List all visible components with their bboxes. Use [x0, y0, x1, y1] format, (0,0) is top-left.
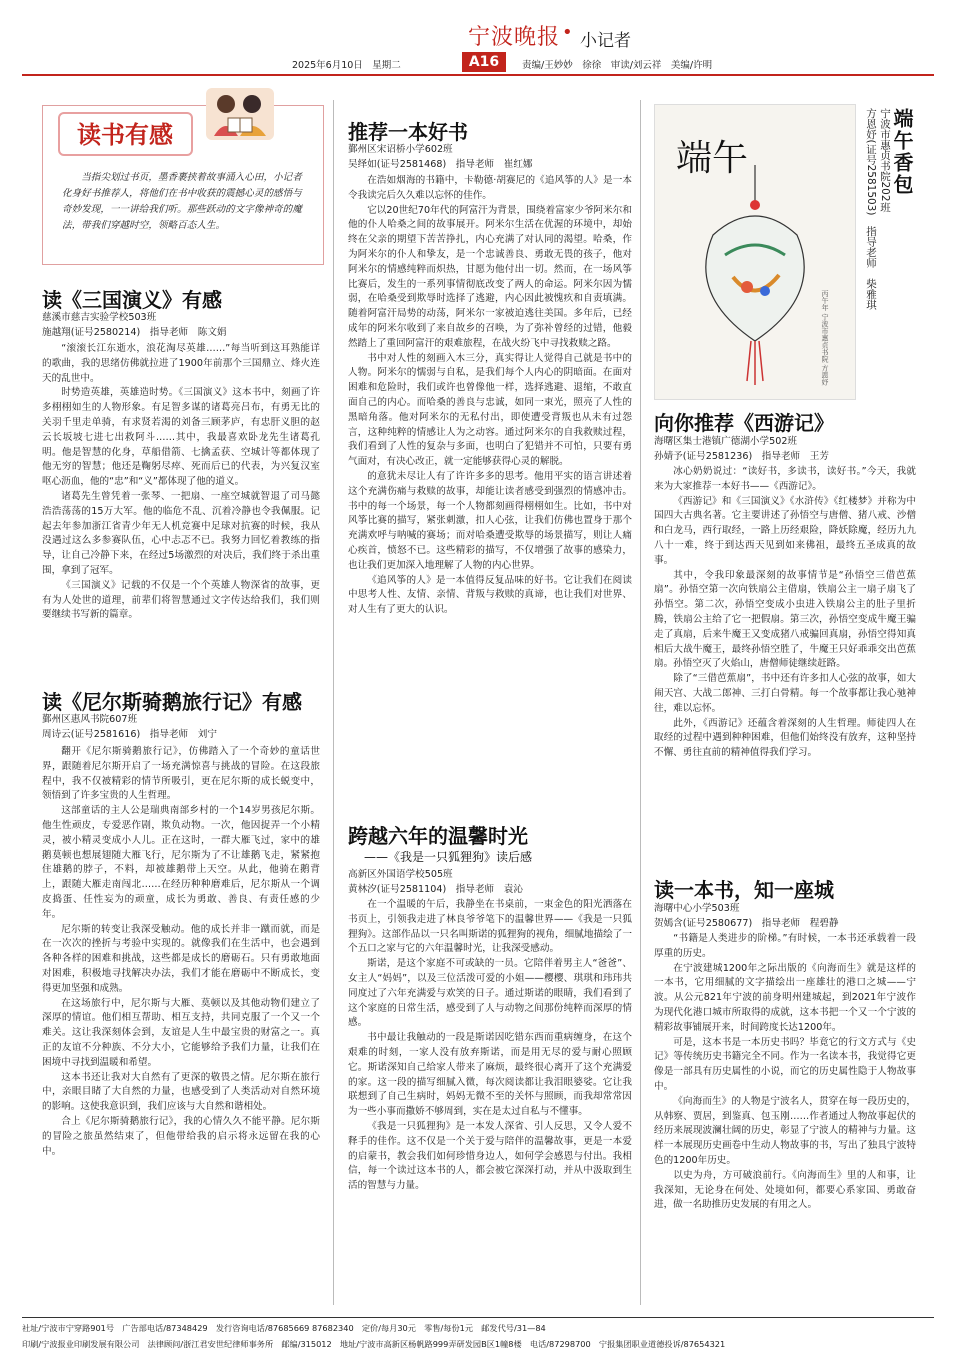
article-body — [654, 932, 916, 1304]
article-title: 推荐一本好书 — [348, 120, 468, 144]
article-title: 读一本书，知一座城 — [654, 878, 834, 902]
footer-line-2: 印刷/宁波报业印刷发展有限公司 法律顾问/浙江君安世纪律师事务所 邮编/315012 地址/宁波市高新区杨帆路999弄研发园B区1幢8楼 电话/87298700 宁报集团职业道德投诉/87654321 — [22, 1339, 726, 1349]
school-name: 高新区外国语学校505班 — [348, 869, 453, 880]
painting-inscription: 丙午年 宁波市惠贞书院 方恩妤 — [821, 290, 829, 386]
author-line: 施越翔(证号2580214) 指导老师 陈文娟 — [42, 326, 227, 338]
masthead-dot: • — [562, 22, 573, 43]
footer-line-1: 社址/宁波市宁穿路901号 广告部电话/87348429 发行咨询电话/87685669 87682340 定价/每月30元 零售/每份1元 邮发代号/31—84 — [22, 1323, 546, 1333]
article-body — [348, 174, 632, 806]
paragraph: 以史为舟，方可破浪前行。《向海而生》里的人和事，让我深知，无论身在何处、处境如何，都要心系家国、勇敢奋进，做一名助推历史发展的有用之人。 — [654, 1169, 916, 1211]
paragraph: 这本书还让我对大自然有了更深的敬畏之情。尼尔斯在旅行中，亲眼目睹了大自然的力量，也感受到了人类活动对自然环境的影响。这使我意识到，我们应该与大自然和谐相处。 — [42, 1071, 320, 1113]
editors-credit: 责编/王妙妙 徐徐 审读/刘云祥 美编/许明 — [522, 60, 713, 71]
paragraph: 在这场旅行中，尼尔斯与大雁、莫顿以及其他动物们建立了深厚的情谊。他们相互帮助、相互支持，共同克服了一个又一个难关。这让我深刻体会到，友谊是人生中最宝贵的财富之一。真正的友谊不分种族、不分大小，它能够给予我们力量，让我们在困境中寻找到温暖和希望。 — [42, 997, 320, 1068]
paragraph: 它以20世纪70年代的阿富汗为背景，围绕着富家少爷阿米尔和他的仆人哈桑之间的故事展开。阿米尔生活在优渥的环境中，却始终在父亲的期望下苦苦挣扎，内心充满了对认同的渴望。哈桑，作为阿米尔的仆人和挚友，是一个忠诚善良、勇敢无畏的孩子，他对阿米尔的情感纯粹而炽热，甘愿为他付出一切。然而，在一场风筝比赛后，发生的一系列事情彻底改变了两人的命运。阿米尔因为懦弱，在哈桑受到欺辱时选择了逃避，内心因此被愧疚和自责填满。随着阿富汗局势的动荡，阿米尔一家被迫逃往美国。多年后，已经成年的阿米尔收到了来自故乡的召唤，为了弥补曾经的过错，他毅然踏上了重回阿富汗的艰难旅程，在战火纷飞中寻找救赎之路。 — [348, 204, 632, 349]
article-title: 跨越六年的温馨时光 — [348, 824, 528, 848]
article-title: 读《尼尔斯骑鹅旅行记》有感 — [42, 690, 302, 714]
paragraph: 在一个温暖的午后，我静坐在书桌前，一束金色的阳光洒落在书页上，引领我走进了林良爷爷笔下的温馨世界——《我是一只狐狸狗》。这部作品以一只名叫斯诺的狐狸狗的视角，细腻地描绘了一个五口之家与它的六年温馨时光，让我深受感动。 — [348, 899, 632, 955]
paragraph: 其中，令我印象最深刻的故事情节是“孙悟空三借芭蕉扇”。孙悟空第一次向铁扇公主借扇，铁扇公主一扇子扇飞了孙悟空。第二次，孙悟空变成小虫进入铁扇公主的肚子里折腾，铁扇公主给了它一把假扇。第三次，孙悟空变成牛魔王骗走了真扇，后来牛魔王又变成猪八戒骗回真扇，孙悟空得知真相后大战牛魔王，最终孙悟空胜了，牛魔王只好乖乖交出芭蕉扇。孙悟空灭了火焰山，唐僧师徒继续赶路。 — [654, 569, 916, 670]
article-byline — [348, 143, 630, 172]
school-name: 海曙区集士港镇广德湖小学502班 — [654, 436, 798, 447]
article-body — [348, 898, 632, 1304]
issue-date: 2025年6月10日 星期二 — [292, 60, 401, 71]
paragraph: 书中最让我触动的一段是斯诺因吃错东西而重病缠身，在这个艰难的时刻，一家人没有放弃斯诺，而是用无尽的爱与耐心照顾它。斯诺深知自己给家人带来了麻烦，最终很心离开了这个充满爱的家。这一段的描写细腻入微，每次阅读都让我泪眼婆娑。它让我联想到了自己生病时，妈妈无微不至的关怀与照顾，而我却常常因为一些小事而撒娇不够周到，实在是太过自私与不懂事。 — [348, 1032, 632, 1118]
author-line: 贺嫣含(证号2580677) 指导老师 程碧静 — [654, 917, 839, 929]
article-byline — [42, 311, 322, 340]
column-divider — [333, 100, 334, 1305]
paragraph: 翻开《尼尔斯骑鹅旅行记》，仿佛踏入了一个奇妙的童话世界，跟随着尼尔斯开启了一场充满惊喜与挑战的冒险。在这段旅程中，我不仅被精彩的情节所吸引，更在尼尔斯的成长蜕变中，领悟到了许多宝贵的人生哲理。 — [42, 746, 320, 802]
paragraph: 《我是一只狐狸狗》是一本发人深省、引人反思，又令人爱不释手的佳作。这不仅是一个关于爱与陪伴的温馨故事，更是一本爱的启蒙书，教会我们如何珍惜身边人，如何学会感恩与付出。我相信，每一个读过这本书的人，都会被它深深打动，并从中汲取到生活的智慧与力量。 — [348, 1120, 632, 1192]
paragraph: 诸葛先生曾凭着一张琴、一把扇、一座空城就智退了司马懿浩浩荡荡的15万大军。他的临危不乱、沉着冷静也令我佩服。记起去年参加浙江省青少年无人机竞赛中足球对抗赛的时候，我从没遇过这么多参赛队伍，心中忐忑不已。我努力回忆着教练的指导，让自己冷静下来，在经过5场激烈的对决后，我们终于杀出重围，拿到了冠军。 — [42, 490, 320, 576]
paragraph: 在宁波建城1200年之际出版的《向海而生》就是这样的一本书，它用细腻的文字描绘出一座雄壮的港口之城——宁波。从公元821年宁波的前身明州建城起，到2021年宁波作为现代化港口城市所取得的成就，这本书把一个又一个宁波的精彩故事铺展开来，时间跨度长达1200年。 — [654, 962, 916, 1033]
article-title: 读《三国演义》有感 — [42, 288, 222, 312]
article-subtitle: ——《我是一只狐狸狗》读后感 — [364, 850, 533, 864]
reading-illustration-icon — [200, 80, 280, 146]
school-name: 宁波市惠贞书院202班 — [879, 108, 891, 213]
author-line: 方恩妤(证号2581503) 指导老师 柴雅琪 — [865, 108, 877, 310]
paragraph: 《向海而生》的人物是宁波名人，贯穿在每一段历史的，从韩察、贾居，到鉴真、包玉刚……作者通过人物故事起伏的经历来展现波澜壮阔的历史，彰显了宁波人的精神与力量。这样一本展现历史画卷中生动人物故事的书，写出了独具宁波特色的1200年历史。 — [654, 1095, 916, 1166]
article-title: 端午香包 — [890, 108, 914, 196]
paragraph: 时势造英雄，英雄造时势。《三国演义》这本书中，刻画了许多栩栩如生的人物形象。有足智多谋的诸葛亮吕布，有勇无比的关羽千里走单骑，有求贤若渴的刘备三顾茅庐，有忠肝义胆的赵云长坂坡七进七出救阿斗……其中，我最喜欢卧龙先生诸葛孔明。他是智慧的化身，草船借箭、七擒孟获、空城计等都体现了他无穷的智慧；他还是鞠躬尽瘁、死而后已的代表，为兴复汉室呕心沥血，他的“忠”和“义”都体现了他的道义。 — [42, 387, 320, 488]
paragraph: 《西游记》和《三国演义》《水浒传》《红楼梦》并称为中国四大古典名著。它主要讲述了孙悟空与唐僧、猪八戒、沙僧和白龙马，西行取经，一路上历经艰险，降妖除魔，经历九九八十一难，终于到达西天见到如来佛祖，最终五圣成真的故事。 — [654, 495, 916, 566]
author-line: 吴绎如(证号2581468) 指导老师 崔红娜 — [348, 158, 533, 170]
school-name: 海曙中心小学503班 — [654, 903, 740, 914]
paragraph: 《三国演义》记载的不仅是一个个英雄人物深省的故事，更有为人处世的道理，前辈们将智慧通过文字传达给我们，我们则要继续书写新的篇章。 — [42, 579, 320, 621]
paragraph: 这部童话的主人公是瑞典南部乡村的一个14岁男孩尼尔斯。他生性顽皮，专爱恶作剧，欺负动物。一次，他因捉弄一个小精灵，被小精灵变成小人儿。正在这时，一群大雁飞过，家中的雄鹅莫顿也想展翅随大雁飞行，尼尔斯为了不让雄鹅飞走，紧紧抱住雄鹅的脖子，不料，却被雄鹅带上天空。从此，他骑在鹅背上，跟随大雁走南闯北……在经历种种磨难后，尼尔斯从一个调皮捣蛋、任性妄为的顽童，成长为勇敢、善良、有责任感的少年。 — [42, 805, 320, 920]
paragraph: 除了“三借芭蕉扇”，书中还有许多扣人心弦的故事，如大闹天宫、大战二郎神、三打白骨精。每一个故事都让我心驰神往，难以忘怀。 — [654, 673, 916, 714]
intro-text: 当指尖划过书页，墨香裹挟着故事涌入心田，小记者化身好书推荐人，将他们在书中收获的震撼心灵的感悟与奇妙发现，一一讲给我们听。那些跃动的文字像神奇的魔法，带我们穿越时空，领略百态人生。 — [62, 172, 302, 231]
paragraph: “滚滚长江东逝水，浪花淘尽英雄……”每当听到这耳熟能详的歌曲，我的思绪仿佛就拉进了1900年前那个三国鼎立、烽火连天的乱世中。 — [42, 343, 320, 384]
section-name: 小记者 — [580, 31, 631, 51]
paragraph: 在浩如烟海的书籍中，卡勒德·胡赛尼的《追风筝的人》是一本令我读完后久久难以忘怀的佳作。 — [348, 175, 632, 201]
article-body — [42, 745, 320, 1303]
column-divider — [640, 100, 641, 1305]
intro-title: 读书有感 — [77, 121, 173, 149]
article-byline — [654, 902, 924, 931]
article-body — [42, 342, 320, 677]
paragraph: 斯诺，是这个家庭不可或缺的一员。它陪伴着男主人“爸爸”、女主人“妈妈”，以及三位活泼可爱的小姐——樱樱、琪琪和玮玮共同度过了六年充满爱与欢笑的日子。通过斯诺的眼睛，我们看到了这个家庭的日常生活，感受到了人与动物之间那份纯粹而深厚的情感。 — [348, 958, 632, 1029]
paragraph: 书中对人性的刻画入木三分，真实得让人觉得自己就是书中的人物。阿米尔的懦弱与自私，是我们每个人内心的阴暗面。在面对困难和危险时，我们或许也曾像他一样，选择逃避、退缩，不敢直面自己的内心。而哈桑的善良与忠诚，如同一束光，照亮了人性的黑暗角落。他对阿米尔的无私付出，即使遭受背叛也从未有过怨言，这种纯粹的情感让人为之动容。通过阿米尔的自我救赎过程，我们看到了人性的复杂与多面，也明白了犯错并不可怕，只要有勇气面对，有决心改正，就一定能够获得心灵的解脱。 — [348, 352, 632, 468]
school-name: 鄞州区惠风书院607班 — [42, 714, 138, 725]
page-number: A16 — [462, 52, 506, 72]
paragraph: 合上《尼尔斯骑鹅旅行记》，我的心情久久不能平静。尼尔斯的冒险之旅虽然结束了，但他带给我的启示将永远留在我的心中。 — [42, 1115, 320, 1157]
author-line: 黄林汐(证号2581104) 指导老师 袁沁 — [348, 883, 523, 895]
author-line: 周诗云(证号2581616) 指导老师 刘宁 — [42, 728, 217, 740]
newspaper-logo: 宁波晚报 — [468, 25, 561, 50]
school-name: 鄞州区宋诏桥小学602班 — [348, 144, 453, 155]
footer-rule — [22, 1317, 934, 1318]
school-name: 慈溪市慈吉实验学校503班 — [42, 312, 157, 323]
paragraph: “书籍是人类进步的阶梯。”有时候，一本书还承载着一段厚重的历史。 — [654, 933, 916, 959]
article-title: 向你推荐《西游记》 — [654, 411, 834, 435]
article-byline — [348, 868, 630, 897]
masthead-rule — [22, 74, 934, 76]
article-byline — [864, 108, 892, 368]
paragraph: 此外，《西游记》还蕴含着深刻的人生哲理。师徒四人在取经的过程中遇到种种困难，但他们始终没有放弃，这种坚持不懈、勇往直前的精神值得我们学习。 — [654, 717, 916, 759]
painting-calligraphy: 端午 — [676, 138, 749, 179]
article-byline — [42, 713, 322, 742]
article-body — [654, 465, 916, 860]
paragraph: 尼尔斯的转变让我深受触动。他的成长并非一蹴而就，而是在一次次的挫折与考验中实现的。就像我们在生活中，也会遇到各种各样的困难和挑战，这些都是成长的磨砺石。只有勇敢地面对困难，积极地寻找解决办法，我们才能在磨砺中不断成长，变得更加坚强和成熟。 — [42, 923, 320, 994]
paragraph: 的意犹未尽让人有了许许多多的思考。他用平实的语言讲述着这个充满伤痛与救赎的故事，却能让读者感受到强烈的情感冲击。书中的每一个场景，每一个人物都刻画得栩栩如生。比如，书中对风筝比赛的描写，紧张刺激，扣人心弦，让我们仿佛也置身于那个充满欢呼与呐喊的赛场；而对哈桑遭受欺辱的场景描写，则让人痛心疾首，愤怒不已。这些精彩的描写，不仅增强了故事的感染力，也让我们更加深入地理解了人物的内心世界。 — [348, 470, 632, 571]
paragraph: 可是，这本书是一本历史书吗？毕竟它的行文方式与《史记》等传统历史书籍完全不同。作为一名读本书，我觉得它更像是一部具有历史属性的小说，而它的历史属性隐于人物故事中。 — [654, 1036, 916, 1092]
paragraph: 《追风筝的人》是一本值得反复品味的好书。它让我们在阅读中思考人性、友情、亲情、背叛与救赎的真谛，也让我们对世界、对人生有了更大的认识。 — [348, 574, 632, 616]
article-byline — [654, 435, 924, 464]
author-line: 孙婧予(证号2581236) 指导老师 王芳 — [654, 450, 829, 462]
paragraph: 冰心奶奶说过：“读好书，多读书，读好书。”今天，我就来为大家推荐一本好书——《西游记》。 — [654, 466, 916, 492]
